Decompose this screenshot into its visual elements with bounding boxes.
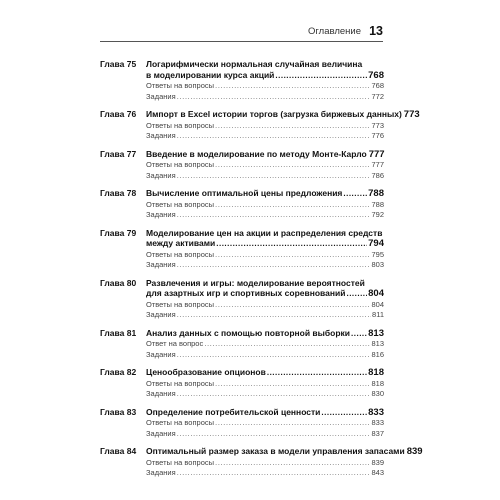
toc-chapter [100,228,384,271]
chapter-page-number: 839 [406,446,423,457]
toc-subentry[interactable] [146,468,384,479]
header-title: Оглавление [308,26,361,37]
dot-leader [177,92,371,103]
chapter-page-number: 833 [368,406,384,418]
toc-chapter [100,188,384,221]
chapter-heading[interactable] [100,407,384,419]
subentry-page-number: 776 [371,131,384,140]
chapter-title-line: Оптимальный размер заказа в модели управления запасами [146,446,405,456]
dot-leader [267,368,367,379]
dot-leader [177,131,371,142]
dot-leader [215,379,370,390]
chapter-number: Глава 84 [100,446,137,456]
chapter-title [146,149,384,161]
toc-subentry[interactable] [146,160,384,171]
subentry-label: Задания [146,170,176,180]
subentry-label: Задания [146,310,176,319]
dot-leader [275,71,367,82]
chapter-title-line: Логарифмически нормальная случайная величина [146,59,363,69]
dot-leader [321,408,367,419]
chapter-number: Глава 76 [100,109,137,119]
toc-subentry[interactable] [146,379,384,390]
chapter-number: Глава 83 [100,406,137,417]
dot-leader [177,350,371,361]
chapter-heading[interactable] [100,278,384,300]
subentry-page-number: 839 [371,457,384,467]
toc-subentry[interactable] [146,458,384,469]
chapter-number: Глава 77 [100,148,137,159]
chapter-title [146,228,384,250]
dot-leader [215,200,370,211]
chapter-heading[interactable] [100,149,384,161]
subentry-label: Ответы на вопросы [146,299,215,309]
subentry-page-number: 804 [371,299,384,309]
chapter-title [146,367,384,379]
dot-leader [177,389,371,400]
toc-subentry[interactable] [146,121,384,132]
subentry-label: Задания [146,91,176,101]
subentry-page-number: 768 [371,81,384,90]
subentry-page-number: 837 [371,428,384,438]
dot-leader [346,289,367,300]
subentry-label: Ответы на вопросы [146,81,215,90]
subentry-label: Задания [146,260,176,269]
dot-leader [343,189,367,200]
chapter-title-line: в моделировании курса акций [146,69,275,80]
dot-leader [215,250,370,261]
chapter-heading[interactable] [100,109,420,121]
dot-leader [215,458,370,469]
subentry-label: Ответы на вопросы [146,249,215,259]
chapter-title-line: Вычисление оптимальной цены предложения [146,188,343,198]
page-number: 13 [369,24,383,38]
chapter-title-line: Импорт в Excel истории торгов (загрузка биржевых данных) [146,109,402,119]
chapter-heading[interactable] [100,446,423,458]
toc-subentry[interactable] [146,131,384,142]
chapter-heading[interactable] [100,228,384,250]
chapter-title-line: Ценообразование опционов [146,367,266,377]
chapter-page-number: 773 [403,109,420,120]
dot-leader [351,329,367,340]
subentry-page-number: 818 [371,378,384,388]
running-header [100,25,383,42]
subentry-label: Ответы на вопросы [146,120,215,130]
chapter-title [146,109,420,121]
chapter-heading[interactable] [100,59,384,81]
toc-subentry[interactable] [146,260,384,271]
chapter-title-line: Определение потребительской ценности [146,406,321,417]
subentry-page-number: 803 [371,260,384,269]
chapter-page-number: 794 [368,238,384,249]
chapter-number: Глава 79 [100,227,137,238]
toc-subentry[interactable] [146,389,384,400]
subentry-page-number: 816 [371,349,384,359]
dot-leader [177,468,371,479]
subentry-label: Задания [146,428,176,438]
chapter-title [146,407,384,419]
dot-leader [215,418,370,429]
toc-chapter [100,328,384,361]
chapter-number: Глава 80 [100,277,137,288]
dot-leader [177,310,371,321]
subentry-page-number: 788 [371,199,384,209]
chapter-title [146,59,384,81]
toc-subentry[interactable] [146,429,384,440]
chapter-title-line: Анализ данных с помощью повторной выборки [146,327,351,338]
chapter-page-number: 768 [368,69,384,81]
chapter-title [146,328,384,340]
subentry-page-number: 773 [371,120,384,130]
toc-chapter [100,149,384,182]
toc-chapter [100,109,420,142]
chapter-title-line: Моделирование цен на акции и распределения средств [146,227,383,238]
chapter-page-number: 777 [368,148,385,160]
subentry-label: Задания [146,389,176,398]
chapter-title [146,446,423,458]
chapter-heading[interactable] [100,367,384,379]
subentry-label: Ответы на вопросы [146,457,215,467]
chapter-heading[interactable] [100,188,384,200]
chapter-title [146,278,384,300]
subentry-label: Ответы на вопросы [146,378,215,388]
subentry-label: Задания [146,468,176,477]
toc-subentry[interactable] [146,300,384,311]
subentry-label: Задания [146,131,176,140]
chapter-number: Глава 81 [100,327,137,338]
subentry-page-number: 813 [371,339,384,348]
toc-chapter [100,278,384,321]
toc-subentry[interactable] [146,418,384,429]
dot-leader [177,260,371,271]
toc-chapter [100,407,384,440]
subentry-page-number: 833 [371,418,384,427]
toc-subentry[interactable] [146,171,384,182]
subentry-label: Ответ на вопрос [146,339,204,348]
chapter-page-number: 818 [368,367,384,378]
toc-subentry[interactable] [146,92,384,103]
dot-leader [216,239,367,250]
toc-subentry[interactable] [146,210,384,221]
toc-chapter [100,367,384,400]
subentry-label: Задания [146,349,176,359]
dot-leader [177,171,371,182]
subentry-label: Ответы на вопросы [146,199,215,209]
subentry-page-number: 792 [371,210,384,219]
dot-leader [215,121,370,132]
toc-subentry[interactable] [146,350,384,361]
toc-subentry[interactable] [146,310,384,321]
toc-subentry[interactable] [146,250,384,261]
subentry-page-number: 843 [371,468,384,477]
subentry-page-number: 786 [371,170,384,180]
toc-subentry[interactable] [146,200,384,211]
dot-leader [177,210,371,221]
chapter-title-line: Развлечения и игры: моделирование вероятностей [146,277,365,288]
chapter-title-line: между активами [146,238,216,248]
chapter-title [146,188,384,200]
toc-chapter [100,446,423,479]
toc-chapter [100,59,384,102]
subentry-page-number: 772 [371,91,384,101]
subentry-label: Ответы на вопросы [146,160,215,169]
chapter-heading[interactable] [100,328,384,340]
subentry-label: Ответы на вопросы [146,418,215,427]
table-of-contents [100,52,423,479]
toc-subentry[interactable] [146,81,384,92]
dot-leader [215,160,370,171]
subentry-page-number: 811 [372,310,384,319]
chapter-page-number: 813 [368,327,384,339]
toc-subentry[interactable] [146,339,384,350]
dot-leader [215,300,370,311]
subentry-page-number: 795 [371,249,384,259]
subentry-page-number: 830 [371,389,384,398]
chapter-page-number: 788 [368,188,384,199]
dot-leader [215,81,370,92]
chapter-title-line: для азартных игр и спортивных соревнований [146,288,346,298]
dot-leader [177,429,371,440]
chapter-number: Глава 75 [100,59,137,69]
chapter-page-number: 804 [368,288,384,299]
chapter-title-line: Введение в моделирование по методу Монте-Карло [146,148,367,159]
dot-leader [204,339,370,350]
chapter-number: Глава 82 [100,367,137,377]
chapter-number: Глава 78 [100,188,137,198]
subentry-page-number: 777 [371,160,384,169]
subentry-label: Задания [146,210,176,219]
